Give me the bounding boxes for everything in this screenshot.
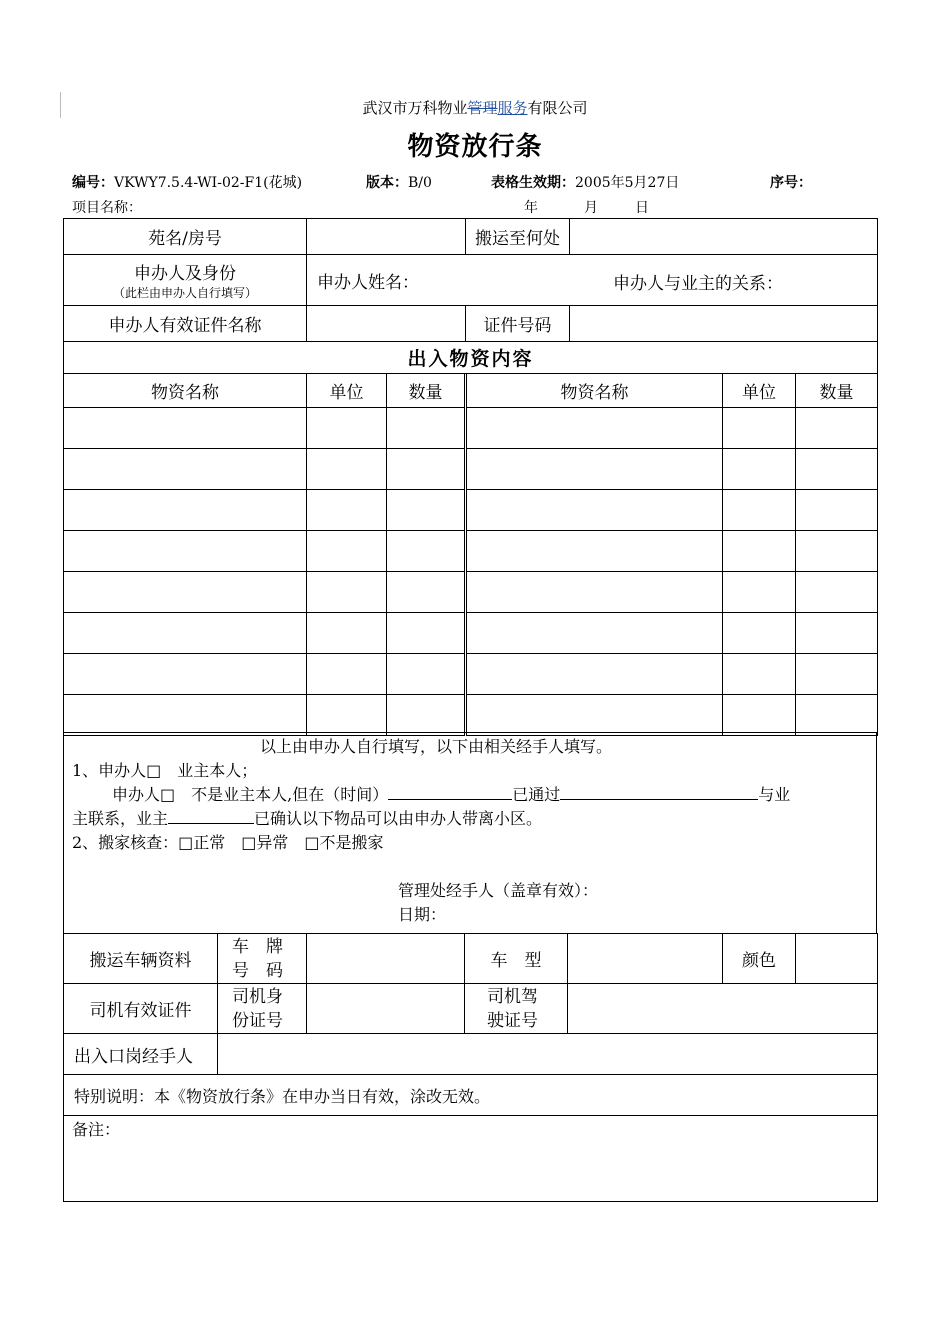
goods-cell[interactable] — [64, 613, 307, 654]
id-doc-label: 申办人有效证件名称 — [64, 306, 307, 342]
goods-cell[interactable] — [307, 531, 387, 572]
contact-method-blank[interactable] — [560, 783, 758, 800]
handler-intro: 以上由申办人自行填写，以下由相关经手人填写。 — [260, 737, 613, 756]
driver-id-label: 司机身 份证号 — [218, 984, 307, 1034]
driver-license-input[interactable] — [568, 984, 878, 1034]
gate-handler-input[interactable] — [218, 1034, 878, 1075]
project-name-label: 项目名称： — [72, 200, 142, 216]
id-number-label: 证件号码 — [466, 306, 570, 342]
goods-col-name-2: 物资名称 — [466, 374, 723, 408]
form-effective-date: 表格生效期：2005年5月27日 — [491, 175, 680, 191]
goods-cell[interactable] — [387, 531, 466, 572]
driver-id-input[interactable] — [307, 984, 465, 1034]
goods-cell[interactable] — [796, 695, 878, 736]
goods-cell[interactable] — [466, 408, 723, 449]
goods-cell[interactable] — [307, 449, 387, 490]
goods-cell[interactable] — [387, 449, 466, 490]
goods-cell[interactable] — [64, 572, 307, 613]
goods-row — [64, 613, 878, 654]
applicant-identity-label: 申办人及身份 （此栏由申办人自行填写） — [64, 255, 307, 306]
goods-row — [64, 531, 878, 572]
company-name-deleted: 管理 — [467, 99, 498, 117]
goods-cell[interactable] — [723, 449, 796, 490]
vehicle-type-label: 车 型 — [465, 934, 568, 984]
remarks-cell[interactable] — [64, 1116, 878, 1202]
date-month: 月 — [584, 200, 598, 216]
goods-col-unit: 单位 — [307, 374, 387, 408]
company-name-inserted: 服务 — [497, 99, 528, 117]
date-year: 年 — [524, 200, 538, 216]
destination-label: 搬运至何处 — [466, 219, 570, 255]
goods-col-name: 物资名称 — [64, 374, 307, 408]
goods-cell[interactable] — [723, 408, 796, 449]
goods-cell[interactable] — [64, 449, 307, 490]
applicant-note: （此栏由申办人自行填写） — [113, 286, 258, 300]
room-label: 苑名/房号 — [64, 219, 307, 255]
remarks-label: 备注： — [72, 1120, 121, 1139]
goods-cell[interactable] — [723, 572, 796, 613]
plate-number-label: 车 牌 号 码 — [218, 934, 307, 984]
applicant-info-cell[interactable] — [307, 255, 878, 306]
goods-cell[interactable] — [307, 613, 387, 654]
vehicle-color-label: 颜色 — [723, 934, 796, 984]
goods-cell[interactable] — [723, 613, 796, 654]
handler-signer-label: 管理处经手人（盖章有效）： — [398, 881, 599, 900]
contact-time-blank[interactable] — [388, 783, 512, 800]
driver-license-label: 司机驾 驶证号 — [465, 984, 568, 1034]
goods-cell[interactable] — [307, 654, 387, 695]
destination-input[interactable] — [570, 219, 878, 255]
plate-number-input[interactable] — [307, 934, 465, 984]
owner-contact-line: 申办人□ 不是业主本人,但在（时间） 已通过 与业 — [112, 785, 791, 804]
vehicle-table — [63, 933, 878, 1202]
goods-cell[interactable] — [466, 572, 723, 613]
goods-cell[interactable] — [466, 531, 723, 572]
goods-cell[interactable] — [387, 695, 466, 736]
handler-date-label: 日期： — [398, 905, 447, 924]
room-input[interactable] — [307, 219, 466, 255]
goods-section-title: 出入物资内容 — [64, 342, 878, 374]
handler-table — [63, 732, 877, 934]
goods-cell[interactable] — [64, 408, 307, 449]
goods-row — [64, 654, 878, 695]
goods-cell[interactable] — [466, 654, 723, 695]
owner-self-option[interactable]: 1、申办人□ 业主本人； — [72, 761, 258, 780]
form-version: 版本：B/0 — [366, 175, 432, 191]
owner-name-blank[interactable] — [168, 807, 254, 824]
form-code: 编号：VKWY7.5.4-WI-02-F1(花城) — [72, 175, 303, 191]
goods-cell[interactable] — [466, 490, 723, 531]
form-serial: 序号： — [770, 175, 812, 191]
goods-row — [64, 490, 878, 531]
moving-check-options[interactable]: 2、搬家核查：□正常 □异常 □不是搬家 — [72, 833, 384, 852]
goods-cell[interactable] — [466, 613, 723, 654]
date-day: 日 — [635, 200, 649, 216]
goods-cell[interactable] — [387, 408, 466, 449]
goods-cell[interactable] — [387, 613, 466, 654]
goods-cell[interactable] — [307, 695, 387, 736]
special-note: 特别说明：本《物资放行条》在申办当日有效，涂改无效。 — [64, 1075, 878, 1116]
goods-cell[interactable] — [796, 613, 878, 654]
goods-cell[interactable] — [387, 572, 466, 613]
goods-cell[interactable] — [466, 695, 723, 736]
goods-cell[interactable] — [64, 654, 307, 695]
goods-cell[interactable] — [387, 654, 466, 695]
goods-cell[interactable] — [64, 490, 307, 531]
applicant-relation-label: 申办人与业主的关系： — [613, 274, 784, 294]
goods-cell[interactable] — [723, 695, 796, 736]
goods-row — [64, 449, 878, 490]
goods-cell[interactable] — [796, 531, 878, 572]
goods-cell[interactable] — [307, 490, 387, 531]
id-doc-input[interactable] — [307, 306, 466, 342]
goods-cell[interactable] — [796, 408, 878, 449]
gate-handler-label: 出入口岗经手人 — [64, 1034, 218, 1075]
goods-col-qty-2: 数量 — [796, 374, 878, 408]
goods-col-qty: 数量 — [387, 374, 466, 408]
handler-section — [64, 733, 877, 934]
goods-cell[interactable] — [307, 408, 387, 449]
vehicle-type-input[interactable] — [568, 934, 723, 984]
goods-row — [64, 695, 878, 736]
goods-row — [64, 408, 878, 449]
goods-cell[interactable] — [466, 449, 723, 490]
company-name: 武汉市万科物业管理服务有限公司 — [362, 99, 588, 117]
id-number-input[interactable] — [570, 306, 878, 342]
vehicle-info-label: 搬运车辆资料 — [64, 934, 218, 984]
goods-cell[interactable] — [64, 531, 307, 572]
goods-cell[interactable] — [796, 490, 878, 531]
owner-confirm-line: 主联系，业主 已确认以下物品可以由申办人带离小区。 — [72, 809, 543, 828]
goods-cell[interactable] — [723, 654, 796, 695]
goods-cell[interactable] — [723, 490, 796, 531]
goods-cell[interactable] — [796, 449, 878, 490]
goods-table — [63, 373, 878, 736]
form-title: 物资放行条 — [407, 132, 543, 162]
main-form-table — [63, 218, 878, 374]
vehicle-color-input[interactable] — [796, 934, 878, 984]
applicant-name-label: 申办人姓名： — [317, 272, 420, 293]
goods-cell[interactable] — [307, 572, 387, 613]
goods-col-unit-2: 单位 — [723, 374, 796, 408]
goods-row — [64, 572, 878, 613]
goods-cell[interactable] — [723, 531, 796, 572]
goods-cell[interactable] — [796, 654, 878, 695]
driver-doc-label: 司机有效证件 — [64, 984, 218, 1034]
goods-cell[interactable] — [387, 490, 466, 531]
goods-cell[interactable] — [796, 572, 878, 613]
goods-cell[interactable] — [64, 695, 307, 736]
